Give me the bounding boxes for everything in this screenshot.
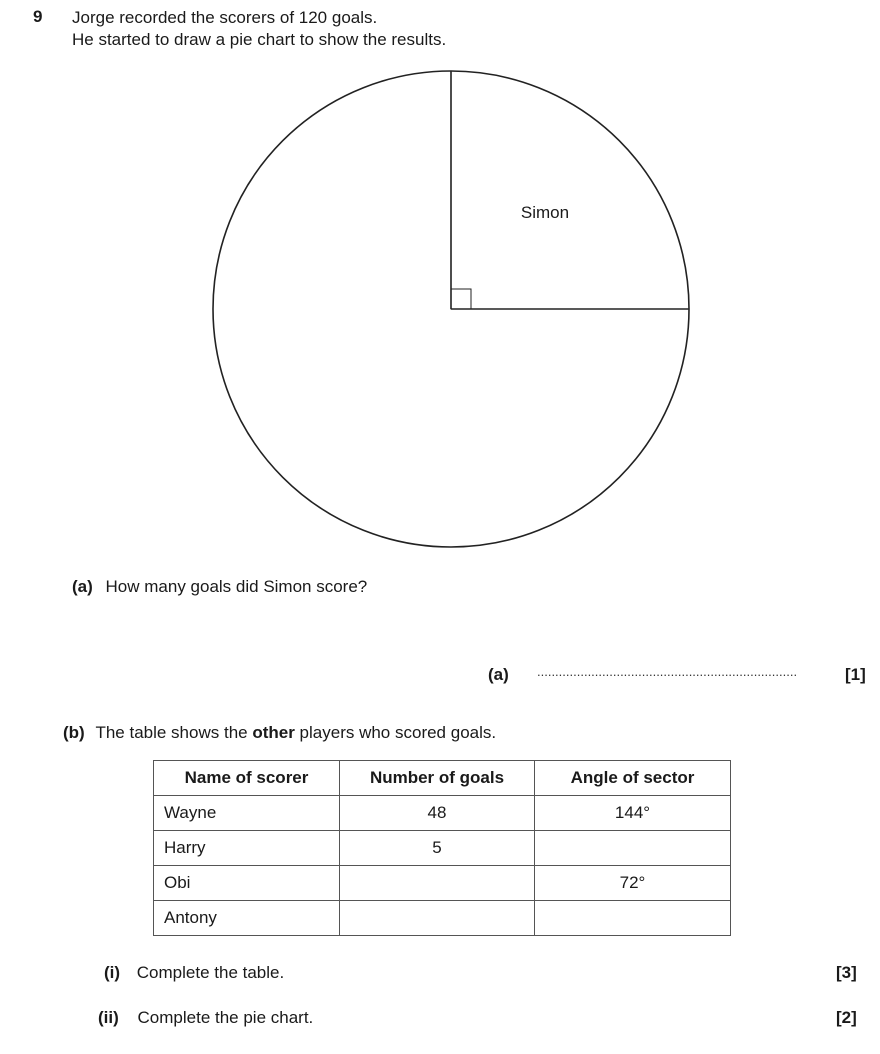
intro-line-1: Jorge recorded the scorers of 120 goals. [72,8,378,27]
header-angle: Angle of sector [535,761,731,796]
cell-name: Antony [154,901,340,936]
part-b-text-1: The table shows the [95,723,253,742]
table-row [154,831,731,866]
part-b-label: (b) [63,723,85,742]
cell-goals: 48 [340,796,535,831]
subpart-ii-text: Complete the pie chart. [137,1008,314,1027]
cell-goals-blank[interactable] [340,866,535,901]
part-b-intro [63,723,496,743]
question-number: 9 [33,7,43,26]
part-a-label: (a) [72,577,93,596]
part-a-question [72,577,367,597]
cell-angle: 72° [535,866,731,901]
answer-line-a[interactable]: ........................................................................ [537,664,798,679]
subpart-ii-label: (ii) [98,1008,119,1027]
right-angle-marker [451,289,471,309]
cell-name: Harry [154,831,340,866]
cell-angle: 144° [535,796,731,831]
subpart-ii [98,1008,313,1028]
marks-a: [1] [845,665,866,684]
table-row [154,796,731,831]
cell-angle-blank[interactable] [535,831,731,866]
header-name: Name of scorer [154,761,340,796]
answer-label-a: (a) [488,665,509,684]
cell-angle-blank[interactable] [535,901,731,936]
table-row [154,866,731,901]
part-b-text-bold: other [252,723,295,742]
cell-name: Wayne [154,796,340,831]
table-header-row [154,761,731,796]
intro-line-2: He started to draw a pie chart to show the results. [72,30,447,49]
slice-label-simon: Simon [520,203,570,222]
question-intro [72,7,446,51]
part-a-text: How many goals did Simon score? [105,577,368,596]
table-row [154,901,731,936]
cell-name: Obi [154,866,340,901]
cell-goals-blank[interactable] [340,901,535,936]
pie-chart [200,60,700,560]
subpart-i-label: (i) [104,963,121,982]
marks-ii: [2] [836,1008,857,1027]
part-b-text-2: players who scored goals. [294,723,497,742]
scorers-table [153,760,731,936]
subpart-i-text: Complete the table. [136,963,285,982]
header-goals: Number of goals [340,761,535,796]
subpart-i [104,963,284,983]
marks-i: [3] [836,963,857,982]
cell-goals: 5 [340,831,535,866]
